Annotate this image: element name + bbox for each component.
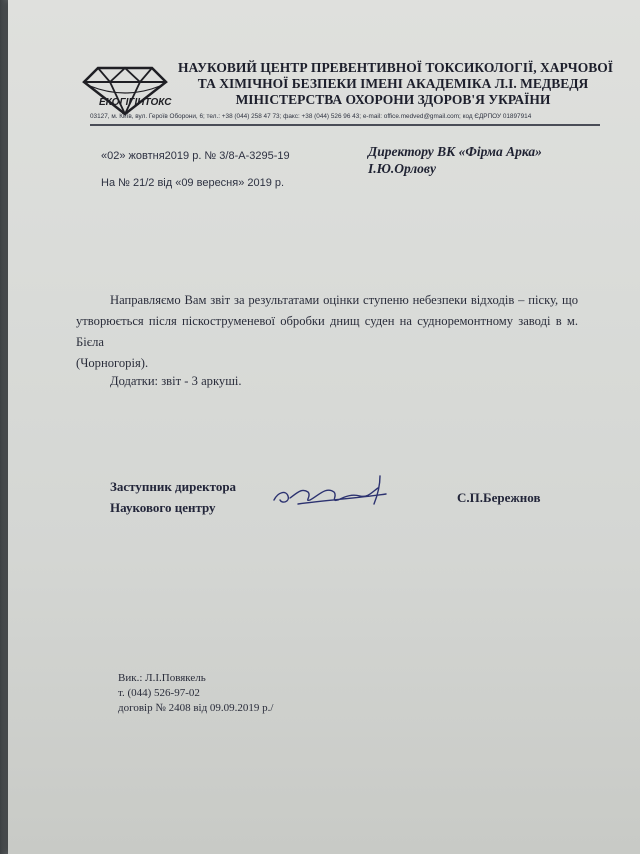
signatory-title-line-2: Наукового центру bbox=[110, 500, 216, 515]
logo-text: ЕКОГІГІНТОКС bbox=[99, 97, 172, 108]
org-name-line-2: ТА ХІМІЧНОЇ БЕЗПЕКИ ІМЕНІ АКАДЕМІКА Л.І. МЕДВЕДЯ bbox=[197, 76, 589, 91]
outgoing-number: «02» жовтня2019 р. № 3/8-А-3295-19 bbox=[101, 150, 290, 162]
signatory-title bbox=[110, 476, 236, 518]
contact-details: 03127, м. Київ, вул. Героїв Оборони, 6; тел.: +38 (044) 258 47 73; факс: +38 (044) 526 96 43; e-mail: office.medved@gmail.com; код ЄДРПОУ 01897914 bbox=[90, 113, 532, 120]
org-name-line-1: НАУКОВИЙ ЦЕНТР ПРЕВЕНТИВНОЇ ТОКСИКОЛОГІЇ, ХАРЧОВОЇ bbox=[178, 60, 613, 75]
reply-reference: На № 21/2 від «09 вересня» 2019 р. bbox=[101, 177, 285, 189]
addressee bbox=[368, 143, 542, 177]
body-line-2: утворюється після піскоструменевої обробки днищ суден на судноремонтному заводі в м. Бієла bbox=[76, 314, 578, 349]
executor-contract: договір № 2408 від 09.09.2019 р./ bbox=[118, 702, 274, 714]
body-line-1: Направляємо Вам звіт за результатами оцінки ступеню небезпеки відходів – піску, що bbox=[110, 293, 578, 307]
executor-info bbox=[118, 671, 273, 716]
signatory-title-line-1: Заступник директора bbox=[110, 479, 237, 494]
body-line-3: (Чорногорія). bbox=[76, 356, 149, 370]
attachments-note: Додатки: звіт - 3 аркуші. bbox=[110, 374, 242, 388]
letter-page bbox=[8, 0, 640, 854]
executor-name: Вик.: Л.І.Повякель bbox=[118, 672, 206, 684]
header-divider bbox=[90, 124, 600, 126]
organization-name bbox=[178, 60, 613, 108]
handwritten-signature bbox=[268, 470, 398, 514]
addressee-name: І.Ю.Орлову bbox=[368, 161, 436, 176]
diamond-logo-icon bbox=[80, 64, 170, 116]
executor-phone: т. (044) 526-97-02 bbox=[118, 687, 200, 699]
letter-body bbox=[76, 290, 578, 374]
signer-name: С.П.Бережнов bbox=[457, 490, 541, 505]
addressee-position: Директору ВК «Фірма Арка» bbox=[368, 144, 542, 159]
org-name-line-3: МІНІСТЕРСТВА ОХОРОНИ ЗДОРОВ'Я УКРАЇНИ bbox=[235, 92, 551, 107]
